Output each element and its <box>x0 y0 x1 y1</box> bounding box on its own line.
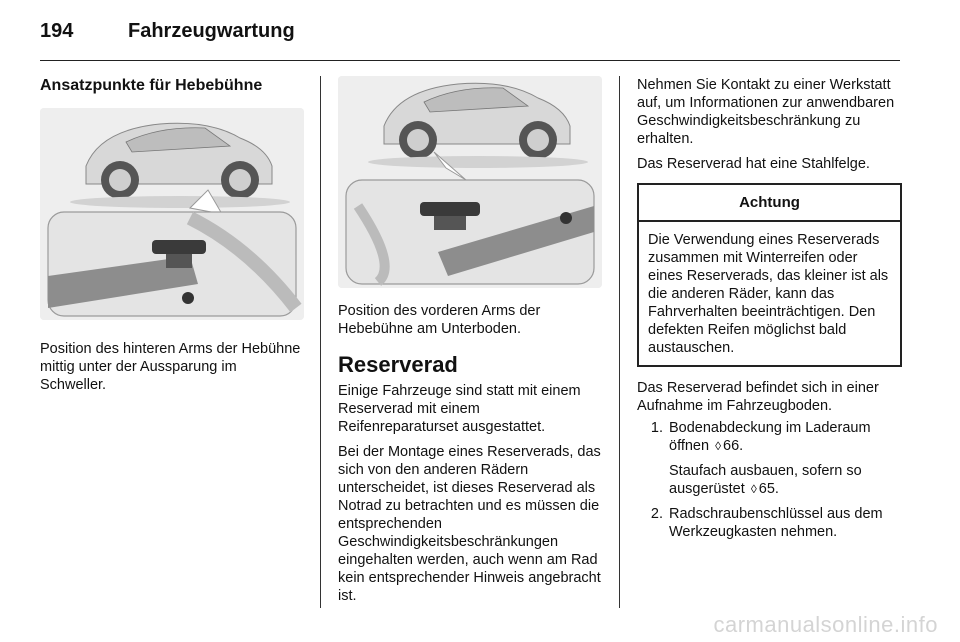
figure-caption-rear: Position des hinteren Arms der Hebühne mittig unter der Aussparung im Schweller. <box>40 341 301 393</box>
page-reference[interactable]: 65. <box>758 481 779 497</box>
step-number: 1. <box>650 420 663 436</box>
section-heading-reserverad: Reserverad <box>338 352 458 377</box>
column-divider-2 <box>619 76 620 608</box>
column-1 <box>40 76 304 394</box>
page-reference-arrow-icon: ◊ <box>715 439 722 453</box>
page-number: 194 <box>40 20 74 42</box>
column-divider-1 <box>320 76 321 608</box>
step-text: Radschraubenschlüssel aus dem Werkzeugkasten nehmen. <box>669 506 883 540</box>
warning-box <box>637 183 902 367</box>
warning-text: Die Verwendung eines Reserverads zusammen mit Winterreifen oder eines Reserverads, das kleiner ist als die anderen Räder, kann das Fahrverhalten beeinträchtigen. Den defekten Reifen möglichst bald austauschen. <box>648 232 889 356</box>
column-3 <box>637 76 902 548</box>
paragraph: Das Reserverad hat eine Stahlfelge. <box>637 156 870 172</box>
section-title: Ansatzpunkte für Hebebühne <box>40 77 263 94</box>
page-reference[interactable]: 66. <box>723 438 744 454</box>
page-reference-arrow-icon: ◊ <box>750 482 757 496</box>
list-item <box>637 505 902 541</box>
column-2 <box>338 76 602 612</box>
front-lift-point-figure <box>338 76 602 288</box>
step-text: Bodenabdeckung im Laderaum öffnen <box>669 420 871 454</box>
step-number: 2. <box>650 506 663 522</box>
header-rule <box>40 60 900 61</box>
paragraph: Das Reserverad befindet sich in einer Aufnahme im Fahrzeugboden. <box>637 380 879 414</box>
figure-caption-front: Position des vorderen Arms der Hebebühne am Unterboden. <box>338 303 541 337</box>
paragraph: Einige Fahrzeuge sind statt mit einem Reserverad mit einem Reifenreparaturset ausgestattet. <box>338 383 581 435</box>
rear-lift-point-figure <box>40 108 304 320</box>
list-item <box>637 419 902 498</box>
step-subtext: Staufach ausbauen, sofern so ausgerüstet <box>669 463 862 497</box>
instruction-list <box>637 419 902 541</box>
warning-heading: Achtung <box>639 185 900 222</box>
chapter-title: Fahrzeugwartung <box>128 20 295 42</box>
paragraph: Bei der Montage eines Reserverads, das sich von den anderen Rädern unterscheidet, ist dieses Reserverad als Notrad zu betrachten und es müssen die entsprechenden Geschwindigkeitsbeschränkungen eingehalten werden, auch wenn am Rad kein entsprechender Hinweis angebracht ist. <box>338 444 601 604</box>
watermark: carmanualsonline.info <box>713 612 938 637</box>
paragraph: Nehmen Sie Kontakt zu einer Werkstatt auf, um Informationen zur anwendbaren Geschwindigkeitsbeschränkung zu erhalten. <box>637 77 895 147</box>
